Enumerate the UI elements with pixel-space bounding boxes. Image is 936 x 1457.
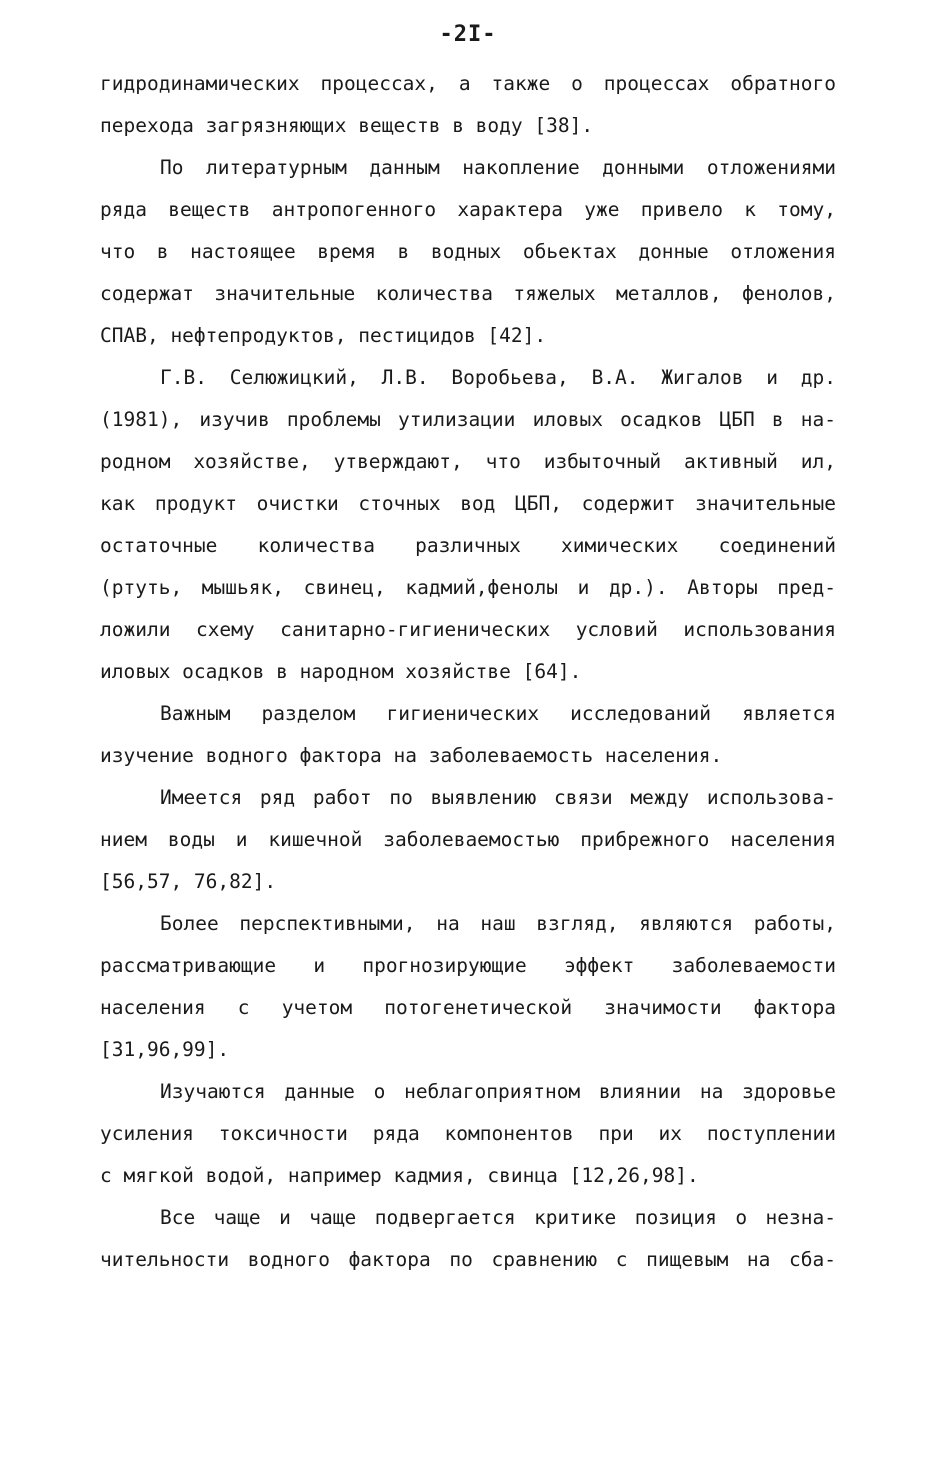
text-line: усиления токсичности ряда компонентов при их поступлении: [100, 1122, 836, 1145]
text-line: Более перспективными, на наш взгляд, являются работы,: [160, 912, 836, 935]
text-line: Изучаются данные о неблагоприятном влиянии на здоровье: [160, 1080, 836, 1103]
text-line: нием воды и кишечной заболеваемостью прибрежного населения: [100, 828, 836, 851]
text-line: населения с учетом потогенетической значимости фактора: [100, 996, 836, 1019]
text-line: рассматривающие и прогнозирующие эффект заболеваемости: [100, 954, 836, 977]
text-line: содержат значительные количества тяжелых металлов, фенолов,: [100, 282, 836, 305]
text-line: изучение водного фактора на заболеваемость населения.: [100, 744, 723, 767]
text-line: [31,96,99].: [100, 1038, 230, 1061]
text-line: гидродинамических процессах, а также о процессах обратного: [100, 72, 836, 95]
text-line: с мягкой водой, например кадмия, свинца [12,26,98].: [100, 1164, 699, 1187]
text-line: чительности водного фактора по сравнению с пищевым на сба-: [100, 1248, 836, 1271]
text-line: (ртуть, мышьяк, свинец, кадмий,фенолы и др.). Авторы пред-: [100, 576, 836, 599]
text-line: перехода загрязняющих веществ в воду [38].: [100, 114, 594, 137]
text-line: ложили схему санитарно-гигиенических условий использования: [100, 618, 836, 641]
text-line: Г.В. Селюжицкий, Л.В. Воробьева, В.А. Жигалов и др.: [160, 366, 836, 389]
text-line: родном хозяйстве, утверждают, что избыточный активный ил,: [100, 450, 836, 473]
text-line: [56,57, 76,82].: [100, 870, 277, 893]
text-line: (1981), изучив проблемы утилизации иловых осадков ЦБП в на-: [100, 408, 836, 431]
text-line: остаточные количества различных химических соединений: [100, 534, 836, 557]
text-line: По литературным данным накопление донными отложениями: [160, 156, 836, 179]
text-line: что в настоящее время в водных обьектах донные отложения: [100, 240, 836, 263]
page-number: -2I-: [439, 22, 497, 47]
text-line: Имеется ряд работ по выявлению связи между использова-: [160, 786, 836, 809]
text-line: СПАВ, нефтепродуктов, пестицидов [42].: [100, 324, 547, 347]
text-line: ряда веществ антропогенного характера уже привело к тому,: [100, 198, 836, 221]
text-line: Важным разделом гигиенических исследований является: [160, 702, 836, 725]
text-line: Все чаще и чаще подвергается критике позиция о незна-: [160, 1206, 836, 1229]
text-line: иловых осадков в народном хозяйстве [64].: [100, 660, 582, 683]
text-line: как продукт очистки сточных вод ЦБП, содержит значительные: [100, 492, 836, 515]
